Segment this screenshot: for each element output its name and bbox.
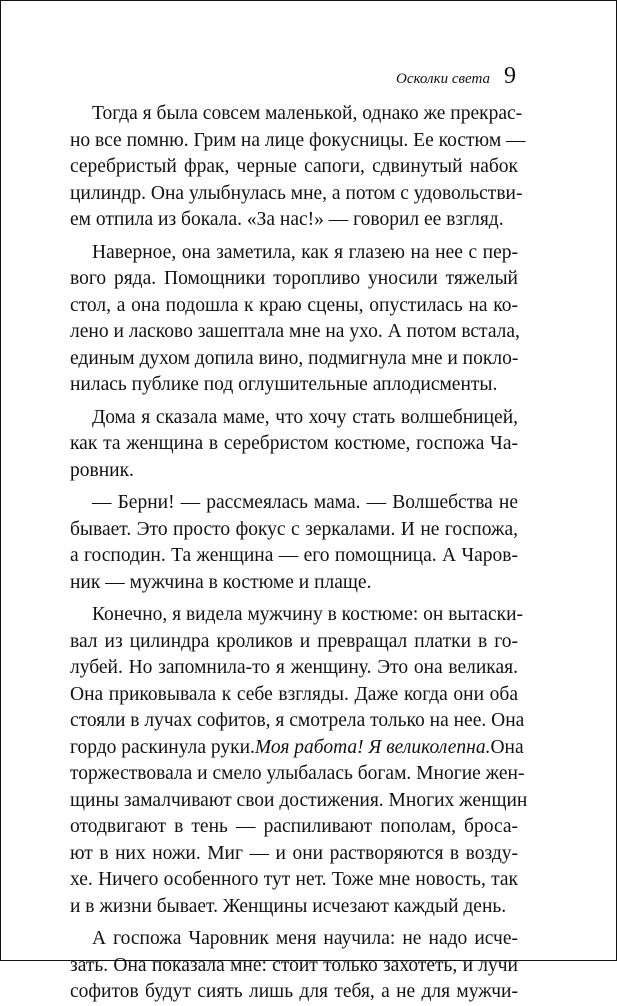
running-head — [396, 63, 516, 90]
text-line: нилась публике под оглушительные аплодисменты. — [70, 374, 498, 395]
text-line: вого ряда. Помощники торопливо уносили тяжелый — [70, 268, 518, 289]
text-line: — Берни! — рассмеялась мама. — Волшебства не — [92, 492, 518, 513]
text-line: как та женщина в серебристом костюме, госпожа Ча- — [70, 433, 518, 454]
text-line: щины замалчивают свои достижения. Многих женщин — [70, 789, 528, 811]
italic-quote: Моя работа! Я великолепна. — [254, 736, 491, 758]
text-line: отодвигают в тень — распиливают пополам, броса- — [70, 816, 518, 837]
text-line: а господин. Та женщина — его помощница. А Чаров- — [70, 545, 518, 566]
text-line: А госпожа Чаровник меня научила: не надо исче- — [92, 928, 518, 949]
text-line: Дома я сказала маме, что хочу стать волшебницей, — [92, 406, 518, 428]
text-line: ровник. — [70, 459, 134, 481]
page-number: 9 — [504, 63, 516, 89]
text-line: ник — мужчина в костюме и плаще. — [70, 571, 372, 593]
text-line: единым духом допила вино, подмигнула мне и покло- — [70, 347, 519, 369]
text-line: лено и ласково зашептала мне на ухо. А потом встала, — [70, 321, 520, 342]
text-line: Конечно, я видела мужчину в костюме: он вытаски- — [92, 604, 523, 625]
text-line: вал из цилиндра кроликов и превращал платки в го- — [70, 630, 518, 652]
text-line: лубей. Но запомнила-то я женщину. Это она великая. — [70, 657, 518, 678]
text-line: торжествовала и смело улыбалась богам. Многие жен- — [70, 763, 525, 784]
running-title: Осколки света — [395, 71, 490, 87]
text-line: зать. Она показала мне: стоит только захотеть, и лучи — [70, 954, 518, 976]
text-line: но все помню. Грим на лице фокусницы. Ее костюм — — [70, 129, 526, 151]
text-line: и в жизни бывает. Женщины исчезают каждый день. — [70, 895, 507, 917]
text-line: Она приковывала к себе взгляды. Даже когда они оба — [70, 683, 518, 705]
text-line: хе. Ничего особенного тут нет. Тоже мне новость, так — [70, 869, 518, 890]
body-text — [70, 101, 528, 1006]
text-line: бывает. Это просто фокус с зеркалами. И не госпожа, — [70, 518, 518, 540]
text-line: стол, а она подошла к краю сцены, опустилась на ко- — [70, 294, 518, 316]
text-line-mixed — [70, 735, 524, 762]
text-segment: Она — [490, 736, 524, 758]
text-line: стояли в лучах софитов, я смотрела только на нее. Она — [70, 710, 525, 731]
text-line: Тогда я была совсем маленькой, однако же прекрас- — [92, 103, 523, 124]
text-line: софитов будут сиять лишь для тебя, а не для мужчи- — [70, 981, 518, 1002]
text-line: серебристый фрак, черные сапоги, сдвинутый набок — [70, 156, 518, 177]
text-line: ем отпила из бокала. «За нас!» — говорил ее взгляд. — [70, 209, 504, 230]
text-line: Наверное, она заметила, как я глазею на нее с пер- — [92, 241, 518, 263]
text-line: цилиндр. Она улыбнулась мне, а потом с удовольстви- — [70, 182, 523, 204]
text-segment: гордо раскинула руки. — [70, 736, 255, 758]
text-line: ют в них ножи. Миг — и они растворяются в возду- — [70, 842, 518, 864]
